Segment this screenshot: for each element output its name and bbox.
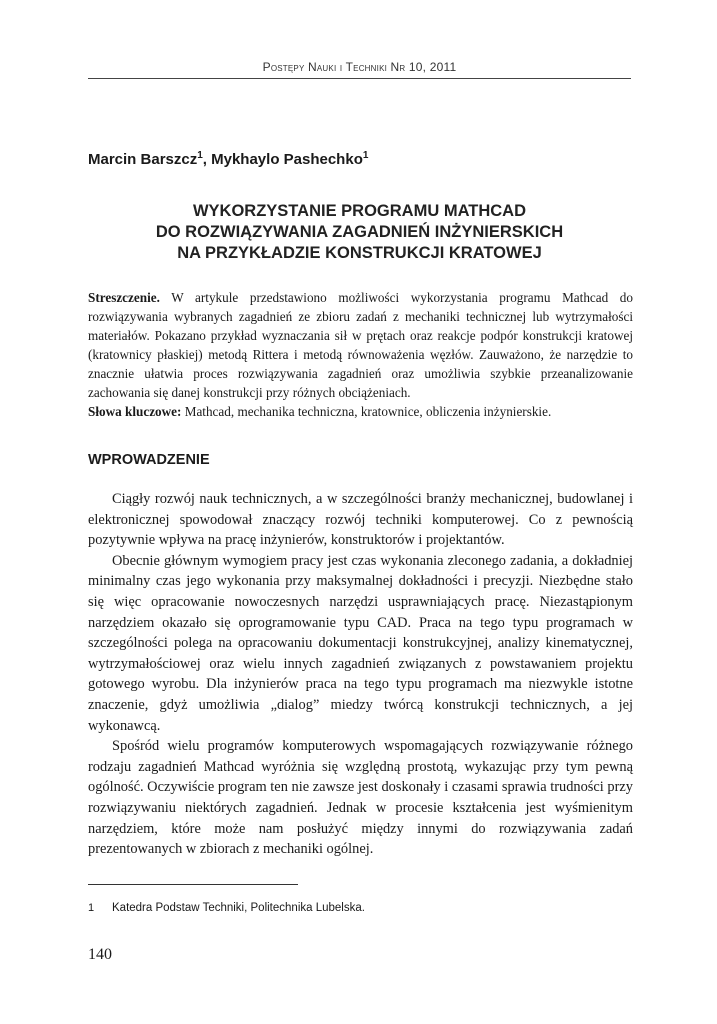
body-text bbox=[88, 489, 633, 860]
body-paragraph: Spośród wielu programów komputerowych wspomagających rozwiązywanie różnego rodzaju zagadnień Mathcad wyróżnia się względną prostotą, wykazując przy tym pewną ogólność. Oczywiście program ten nie zawsze jest doskonały i czasami sprawia trudności przy rozwiązywaniu niektórych zagadnień. Jednak w procesie kształcenia jest wyśmienitym narzędziem, które może nam posłużyć między innymi do rozwiązywania zadań prezentowanych w zbiorach z mechaniki ogólnej. bbox=[88, 738, 633, 858]
keywords-text: Mathcad, mechanika techniczna, kratownice, obliczenia inżynierskie. bbox=[184, 404, 552, 419]
footnote-mark: 1 bbox=[88, 902, 95, 914]
title-line: DO ROZWIĄZYWANIA ZAGADNIEŃ INŻYNIERSKICH bbox=[155, 223, 564, 241]
footnote bbox=[88, 902, 365, 914]
title-line: WYKORZYSTANIE PROGRAMU MATHCAD bbox=[192, 202, 527, 220]
authors-line bbox=[88, 150, 368, 168]
author-name: Mykhaylo Pashechko bbox=[211, 151, 363, 168]
running-head-text: Postępy Nauki i Techniki Nr 10, 2011 bbox=[262, 60, 457, 74]
title-line: NA PRZYKŁADZIE KONSTRUKCJI KRATOWEJ bbox=[177, 244, 542, 262]
footnote-rule bbox=[88, 884, 298, 885]
running-head bbox=[88, 60, 631, 74]
affiliation-mark: 1 bbox=[197, 150, 203, 161]
author-separator: , bbox=[202, 151, 212, 168]
body-paragraph: Ciągły rozwój nauk technicznych, a w szczególności branży mechanicznej, budowlanej i elektronicznej spowodował znaczący rozwój techniki komputerowej. Co z pewnością pozytywnie wpływa na pracę inżynierów, konstruktorów i projektantów. bbox=[88, 491, 633, 549]
abstract bbox=[88, 288, 633, 421]
abstract-label: Streszczenie. bbox=[88, 290, 160, 305]
abstract-text: W artykule przedstawiono możliwości wykorzystania programu Mathcad do rozwiązywania wybranych zagadnień ze zbioru zadań z mechaniki technicznej lub wytrzymałości materiałów. Pokazano przykład wyznaczania sił w prętach oraz reakcje podpór konstrukcji kratowej (kratownicy płaskiej) metodą Rittera i metodą równoważenia węzłów. Zauważono, że narzędzie to znacznie ułatwia proces rozwiązywania zagadnień oraz umożliwia szybkie przeanalizowanie zachowania się danej konstrukcji przy różnych obciążeniach. bbox=[88, 290, 633, 400]
affiliation-mark: 1 bbox=[362, 150, 369, 161]
section-heading: WPROWADZENIE bbox=[88, 452, 210, 468]
header-rule bbox=[88, 78, 631, 79]
article-title bbox=[88, 201, 631, 264]
footnote-text: Katedra Podstaw Techniki, Politechnika Lubelska. bbox=[112, 902, 365, 914]
body-paragraph: Obecnie głównym wymogiem pracy jest czas wykonania zleconego zadania, a dokładniej minimalny czas jego wykonania przy maksymalnej dokładności i precyzji. Niezbędne stało się więc opracowanie nowoczesnych narzędzi usprawniających pracę. Niezastąpionym narzędziem okazało się oprogramowanie typu CAD. Praca na tego typu programach w szczególności polega na opracowaniu dokumentacji konstrukcyjnej, analizy kinematycznej, wytrzymałościowej oraz wielu innych zagadnień związanych z powstawaniem projektu gotowego wyrobu. Dla inżynierów praca na tego typu programach ma niezwykle istotne znaczenie, gdyż umożliwia „dialog” miedzy twórcą konstrukcji technicznych, a jej wykonawcą. bbox=[88, 552, 633, 734]
abstract-paragraph bbox=[88, 288, 633, 402]
page-number: 140 bbox=[88, 946, 112, 963]
keywords-label: Słowa kluczowe: bbox=[88, 404, 182, 419]
author-name: Marcin Barszcz bbox=[88, 151, 198, 168]
keywords-paragraph bbox=[88, 402, 633, 421]
